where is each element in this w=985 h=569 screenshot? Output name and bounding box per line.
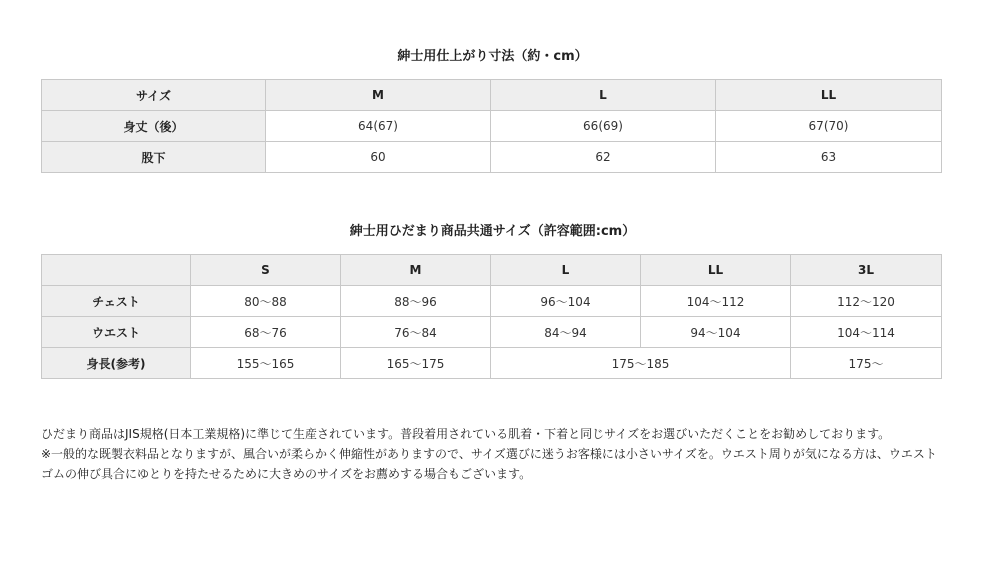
table-cell: 68～76 bbox=[191, 317, 341, 348]
table-cell: 60 bbox=[266, 142, 491, 173]
size-header-label: サイズ bbox=[42, 80, 266, 111]
size-header-ll: LL bbox=[641, 255, 791, 286]
table-cell: 104～112 bbox=[641, 286, 791, 317]
row-label-waist: ウエスト bbox=[42, 317, 191, 348]
table-cell: 155～165 bbox=[191, 348, 341, 379]
size-header-l: L bbox=[491, 255, 641, 286]
table-cell: 76～84 bbox=[341, 317, 491, 348]
table-cell: 96～104 bbox=[491, 286, 641, 317]
common-size-table bbox=[41, 254, 942, 379]
table-cell: 84～94 bbox=[491, 317, 641, 348]
table-header-row bbox=[42, 80, 942, 111]
note-size-advice: ※一般的な既製衣料品となりますが、風合いが柔らかく伸縮性がありますので、サイズ選びに迷うお客様には小さいサイズを。ウエスト周りが気になる方は、ウエストゴムの伸び具合にゆとりを持たせるために大きめのサイズをお薦めする場合もございます。 bbox=[41, 447, 937, 481]
table-cell: 165～175 bbox=[341, 348, 491, 379]
finished-dimensions-table bbox=[41, 79, 942, 173]
table-header-row bbox=[42, 255, 942, 286]
size-header-ll: LL bbox=[716, 80, 942, 111]
row-label-back-length: 身丈（後） bbox=[42, 111, 266, 142]
table-row bbox=[42, 142, 942, 173]
table-cell: 64(67) bbox=[266, 111, 491, 142]
table-cell: 175～ bbox=[791, 348, 942, 379]
common-size-title: 紳士用ひだまり商品共通サイズ（許容範囲:cm） bbox=[349, 224, 636, 239]
table-cell: 66(69) bbox=[491, 111, 716, 142]
table-row bbox=[42, 317, 942, 348]
table-cell: 94～104 bbox=[641, 317, 791, 348]
table-row bbox=[42, 348, 942, 379]
note-jis-standard: ひだまり商品はJIS規格(日本工業規格)に準じて生産されています。普段着用されている肌着・下着と同じサイズをお選びいただくことをお勧めしております。 bbox=[41, 427, 891, 441]
size-header-l: L bbox=[491, 80, 716, 111]
table-cell: 62 bbox=[491, 142, 716, 173]
table-cell: 112～120 bbox=[791, 286, 942, 317]
table-cell: 67(70) bbox=[716, 111, 942, 142]
size-notes bbox=[41, 424, 946, 484]
size-header-m: M bbox=[266, 80, 491, 111]
table-cell-merged: 175～185 bbox=[491, 348, 791, 379]
table-row bbox=[42, 286, 942, 317]
table-cell: 63 bbox=[716, 142, 942, 173]
corner-cell bbox=[42, 255, 191, 286]
finished-dimensions-title: 紳士用仕上がり寸法（約・cm） bbox=[397, 49, 588, 64]
size-header-s: S bbox=[191, 255, 341, 286]
row-label-height-reference: 身長(参考) bbox=[42, 348, 191, 379]
table-cell: 80～88 bbox=[191, 286, 341, 317]
table-row bbox=[42, 111, 942, 142]
row-label-inseam: 股下 bbox=[42, 142, 266, 173]
table-cell: 104～114 bbox=[791, 317, 942, 348]
size-header-m: M bbox=[341, 255, 491, 286]
size-header-3l: 3L bbox=[791, 255, 942, 286]
table-cell: 88～96 bbox=[341, 286, 491, 317]
row-label-chest: チェスト bbox=[42, 286, 191, 317]
